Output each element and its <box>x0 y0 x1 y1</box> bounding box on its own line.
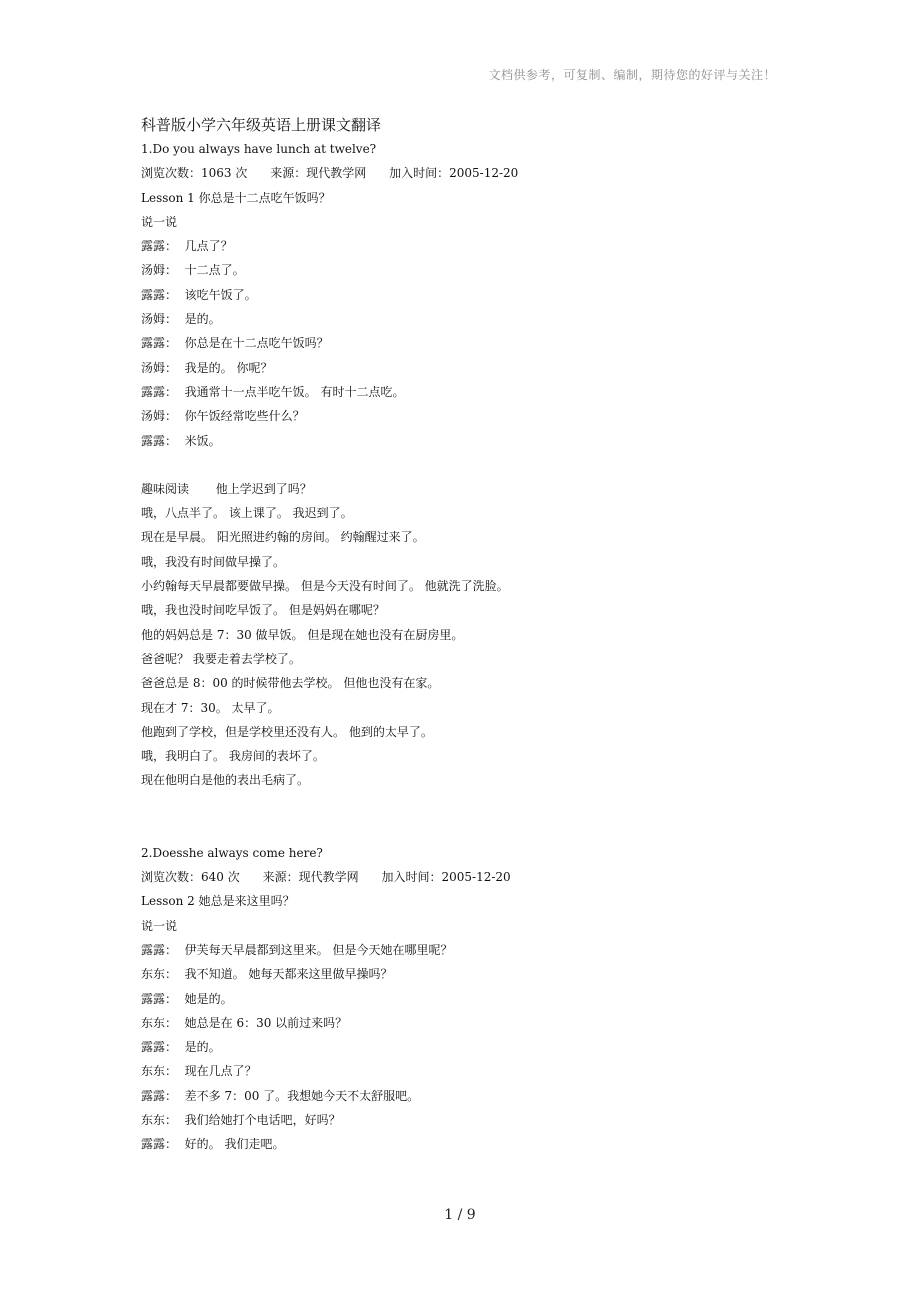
dialogue-line: 汤姆： 我是的。 你呢？ <box>141 360 273 375</box>
dialogue-line: 东东： 她总是在 6：30 以前过来吗？ <box>141 1015 348 1030</box>
dialogue-line: 露露： 你总是在十二点吃午饭吗？ <box>141 336 329 351</box>
reading-line: 他跑到了学校，但是学校里还没有人。 他到的太早了。 <box>141 724 433 739</box>
section-heading: 1.Do you always have lunch at twelve? <box>141 142 377 156</box>
dialogue-line: 露露： 差不多 7：00 了。我想她今天不太舒服吧。 <box>141 1088 420 1103</box>
lesson-title: Lesson 2 她总是来这里吗？ <box>141 894 295 909</box>
reading-heading: 趣味阅读 他上学迟到了吗？ <box>141 481 312 496</box>
dialogue-line: 东东： 我们给她打个电话吧，好吗？ <box>141 1112 341 1127</box>
header-note: 文档供参考，可复制、编制，期待您的好评与关注！ <box>488 68 776 82</box>
reading-line: 他的妈妈总是 7：30 做早饭。 但是现在她也没有在厨房里。 <box>141 627 464 642</box>
section-heading: 2.Doesshe always come here? <box>141 845 323 860</box>
section-2 <box>141 841 781 1157</box>
dialogue-line: 汤姆： 是的。 <box>141 312 221 327</box>
section-1 <box>141 137 781 793</box>
reading-line: 现在才 7：30。 太早了。 <box>141 700 280 715</box>
reading-line: 哦，我明白了。 我房间的表坏了。 <box>141 749 325 764</box>
dialogue-line: 露露： 几点了？ <box>141 239 233 254</box>
reading-line: 哦，我也没时间吃早饭了。 但是妈妈在哪呢？ <box>141 603 385 618</box>
dialogue-line: 露露： 好的。 我们走吧。 <box>141 1137 285 1152</box>
dialogue-line: 东东： 现在几点了？ <box>141 1064 257 1079</box>
lesson-title: Lesson 1 你总是十二点吃午饭吗？ <box>141 190 331 205</box>
dialogue-line: 汤姆： 你午饭经常吃些什么？ <box>141 409 305 424</box>
dialogue-line: 露露： 该吃午饭了。 <box>141 287 257 302</box>
dialogue-line: 露露： 是的。 <box>141 1040 221 1055</box>
dialogue-line: 露露： 米饭。 <box>141 433 221 448</box>
document-body <box>141 113 781 1157</box>
reading-line: 哦，八点半了。 该上课了。 我迟到了。 <box>141 506 353 521</box>
dialogue-line: 东东： 我不知道。 她每天都来这里做早操吗？ <box>141 967 393 982</box>
talk-label: 说一说 <box>141 214 178 229</box>
talk-label: 说一说 <box>141 918 178 933</box>
reading-line: 爸爸总是 8：00 的时候带他去学校。 但他也没有在家。 <box>141 676 440 691</box>
reading-line: 现在他明白是他的表出毛病了。 <box>141 773 310 788</box>
section-meta: 浏览次数：1063 次 来源：现代教学网 加入时间：2005-12-20 <box>141 166 519 181</box>
reading-line: 爸爸呢？ 我要走着去学校了。 <box>141 651 301 666</box>
dialogue-line: 汤姆： 十二点了。 <box>141 263 245 278</box>
dialogue-line: 露露： 伊芙每天早晨都到这里来。 但是今天她在哪里呢？ <box>141 942 453 957</box>
dialogue-line: 露露： 我通常十一点半吃午饭。 有时十二点吃。 <box>141 384 405 399</box>
section-meta: 浏览次数：640 次 来源：现代教学网 加入时间：2005-12-20 <box>141 870 511 885</box>
page-number: 1 / 9 <box>444 1207 476 1223</box>
dialogue-line: 露露： 她是的。 <box>141 991 233 1006</box>
reading-line: 现在是早晨。 阳光照进约翰的房间。 约翰醒过来了。 <box>141 530 425 545</box>
reading-line: 小约翰每天早晨都要做早操。 但是今天没有时间了。 他就洗了洗脸。 <box>141 579 509 594</box>
reading-line: 哦，我没有时间做早操了。 <box>141 554 286 569</box>
document-title: 科普版小学六年级英语上册课文翻译 <box>141 116 382 134</box>
